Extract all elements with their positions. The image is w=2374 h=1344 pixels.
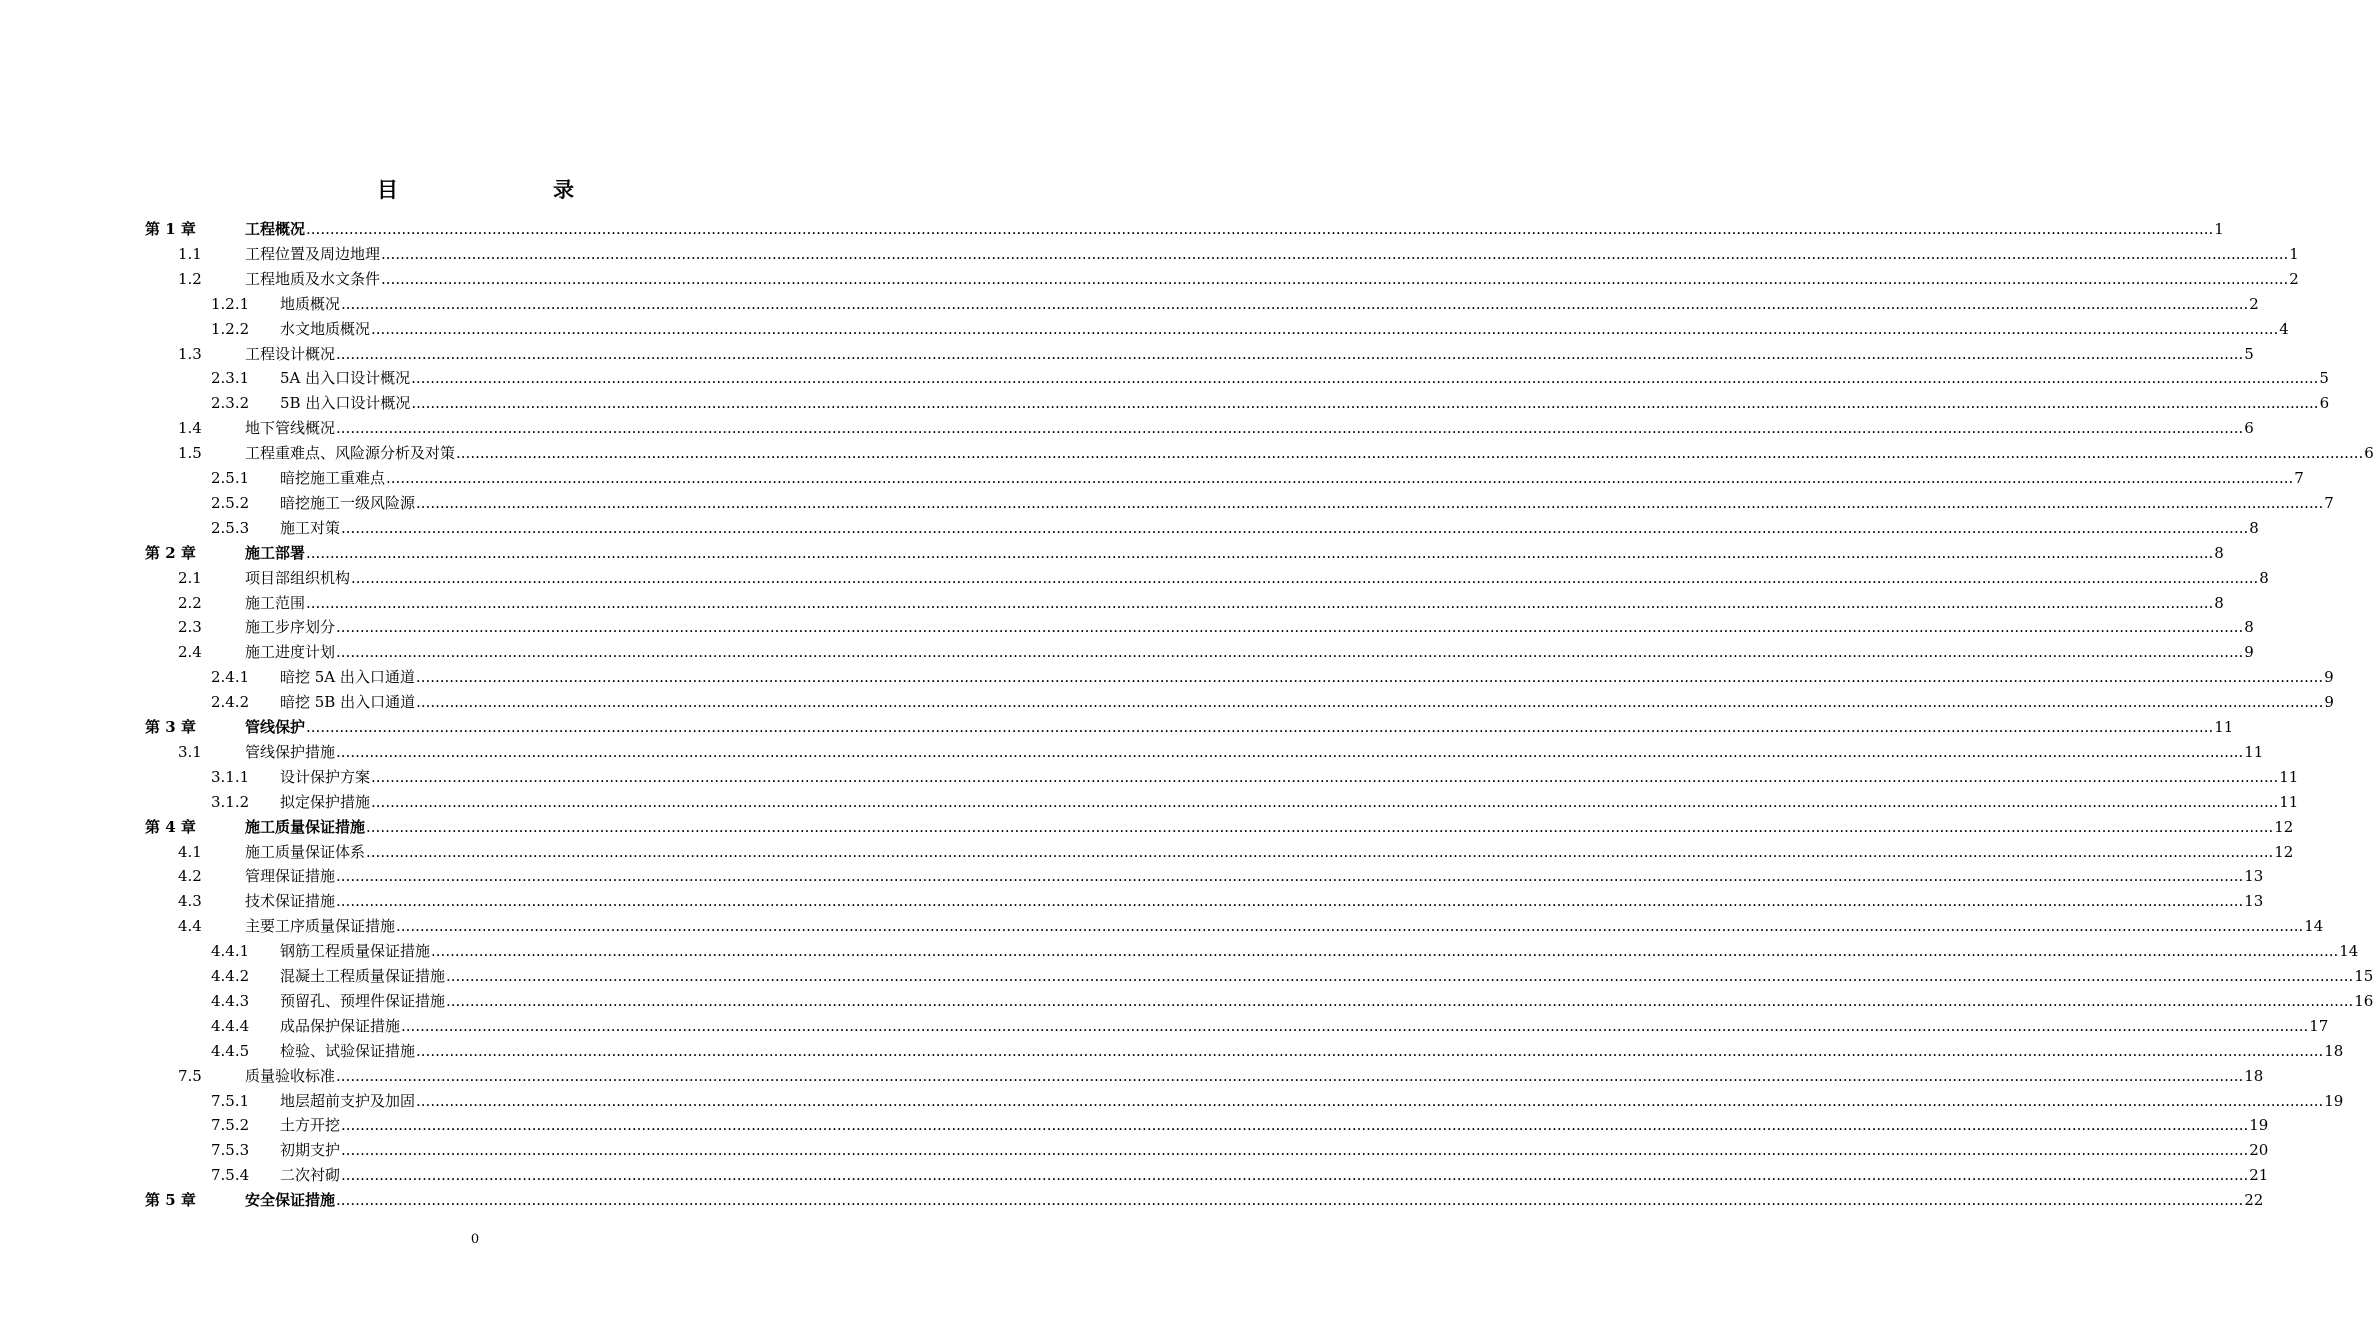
toc-entry-line [245,217,2224,242]
toc-entry-label: 主要工序质量保证措施 [245,917,396,936]
toc-leader-dots: ................................................................................................................................................................................................................................................................................................................................................................................................................ [336,742,2244,761]
toc-entry-label: 预留孔、预埋件保证措施 [280,991,446,1010]
toc-entry-label: 暗挖施工一级风险源 [280,493,416,512]
toc-entry-label: 设计保护方案 [280,767,371,786]
toc-entry-label: 施工步序划分 [245,618,336,637]
toc-entry-label: 混凝土工程质量保证措施 [280,967,446,985]
toc-entry[interactable] [0,1138,2269,1163]
toc-title-char-1: 目 [377,177,398,202]
toc-entry-page: 19 [2249,1116,2269,1135]
toc-leader-dots: ................................................................................................................................................................................................................................................................................................................................................................................................................ [415,668,2324,687]
toc-entry-label: 拟定保护措施 [280,792,371,811]
toc-entry-label: 施工质量保证措施 [245,817,366,836]
toc-entry[interactable] [0,1163,2269,1188]
toc-entry-number: 1.1 [178,244,202,263]
toc-entry-line [280,964,2374,989]
toc-entry-label: 安全保证措施 [245,1191,336,1210]
toc-entry-number: 2.4 [178,643,202,662]
toc-entry-number: 3.1 [178,742,202,761]
toc-entry-line [280,1014,2329,1039]
toc-entry-number: 2.5.2 [211,493,250,512]
toc-entry[interactable] [0,491,2334,516]
toc-entry-line [280,466,2304,491]
toc-leader-dots: ................................................................................................................................................................................................................................................................................................................................................................................................................ [341,1141,2249,1160]
toc-entry-page: 13 [2244,867,2264,886]
toc-entry-label: 地层超前支护及加固 [280,1091,416,1110]
toc-leader-dots: ................................................................................................................................................................................................................................................................................................................................................................................................................ [446,991,2354,1010]
toc-entry-page: 9 [2324,668,2334,687]
toc-entry-line [245,864,2264,889]
toc-entry-label: 工程重难点、风险源分析及对策 [245,444,456,463]
toc-entry[interactable] [0,441,2374,466]
toc-entry-label: 地下管线概况 [245,419,336,438]
toc-entry-number: 4.1 [178,842,202,861]
toc-entry-page: 1 [2289,244,2299,263]
toc-leader-dots: ................................................................................................................................................................................................................................................................................................................................................................................................................ [336,643,2244,662]
toc-entry[interactable] [0,1039,2344,1064]
toc-entry-number: 2.3.1 [211,369,250,388]
toc-entry-label: 管线保护 [245,718,306,736]
toc-entry-page: 7 [2324,493,2334,512]
toc-entry-line [280,366,2329,391]
toc-entry-line [245,615,2254,640]
toc-entry[interactable] [0,1113,2269,1138]
toc-leader-dots: ................................................................................................................................................................................................................................................................................................................................................................................................................ [336,1191,2244,1210]
toc-leader-dots: ................................................................................................................................................................................................................................................................................................................................................................................................................ [456,444,2364,463]
toc-leader-dots: ................................................................................................................................................................................................................................................................................................................................................................................................................ [306,543,2214,562]
toc-entry-page: 8 [2214,593,2224,612]
toc-entry-number: 1.2.1 [211,294,250,313]
toc-entry[interactable] [0,416,2254,441]
toc-entry-number: 第 1 章 [145,220,196,238]
toc-chapter-entry[interactable] [0,815,2294,840]
toc-entry[interactable] [0,889,2264,914]
toc-entry-number: 2.2 [178,593,202,612]
toc-entry-line [280,665,2334,690]
toc-entry-line [280,790,2299,815]
toc-entry-number: 7.5.1 [211,1091,250,1110]
toc-leader-dots: ................................................................................................................................................................................................................................................................................................................................................................................................................ [371,792,2279,811]
toc-entry-page: 11 [2214,718,2234,736]
toc-entry-label: 技术保证措施 [245,892,336,911]
toc-leader-dots: ................................................................................................................................................................................................................................................................................................................................................................................................................ [341,518,2249,537]
toc-entry-number: 第 3 章 [145,718,196,736]
toc-leader-dots: ................................................................................................................................................................................................................................................................................................................................................................................................................ [336,1066,2244,1085]
toc-entry-number: 7.5.3 [211,1141,250,1160]
toc-entry-line [245,267,2299,292]
toc-leader-dots: ................................................................................................................................................................................................................................................................................................................................................................................................................ [336,618,2244,637]
toc-entry-line [280,292,2259,317]
toc-entry-page: 13 [2244,892,2264,911]
toc-entry-label: 5A 出入口设计概况 [280,369,411,388]
toc-entry-page: 8 [2214,543,2224,562]
toc-entry-number: 第 5 章 [145,1191,196,1210]
toc-entry[interactable] [0,914,2324,939]
toc-entry-page: 5 [2319,369,2329,388]
toc-entry-label: 项目部组织机构 [245,568,351,587]
toc-entry-page: 2 [2289,269,2299,288]
toc-entry-page: 12 [2274,842,2294,861]
toc-entry-line [280,1089,2344,1114]
toc-entry-line [280,939,2359,964]
toc-entry[interactable] [0,665,2334,690]
toc-leader-dots: ................................................................................................................................................................................................................................................................................................................................................................................................................ [381,269,2289,288]
toc-leader-dots: ................................................................................................................................................................................................................................................................................................................................................................................................................ [336,419,2244,438]
toc-entry-number: 4.4.5 [211,1041,250,1060]
toc-entry[interactable] [0,640,2254,665]
toc-leader-dots: ................................................................................................................................................................................................................................................................................................................................................................................................................ [366,842,2274,861]
toc-entry-number: 4.2 [178,867,202,886]
toc-entry-number: 1.3 [178,344,202,363]
toc-entry[interactable] [0,391,2330,416]
toc-entry-page: 20 [2249,1141,2269,1160]
toc-entry-line [245,840,2294,865]
toc-entry[interactable] [0,1089,2344,1114]
toc-entry-page: 4 [2279,319,2289,338]
toc-leader-dots: ................................................................................................................................................................................................................................................................................................................................................................................................................ [446,967,2354,985]
toc-leader-dots: ................................................................................................................................................................................................................................................................................................................................................................................................................ [336,867,2244,886]
toc-entry-page: 12 [2274,817,2294,836]
toc-entry-label: 工程位置及周边地理 [245,244,381,263]
toc-entry-label: 二次衬砌 [280,1166,341,1185]
toc-entry-number: 2.4.1 [211,668,250,687]
toc-entry-number: 7.5.4 [211,1166,250,1185]
toc-entry-line [245,815,2294,840]
toc-entry-number: 第 2 章 [145,543,196,562]
toc-entry-line [245,566,2269,591]
toc-entry-label: 质量验收标准 [245,1066,336,1085]
toc-entry[interactable] [0,242,2299,267]
toc-leader-dots: ................................................................................................................................................................................................................................................................................................................................................................................................................ [416,1041,2324,1060]
toc-entry-line [245,1064,2264,1089]
toc-entry-number: 4.3 [178,892,202,911]
toc-entry[interactable] [0,864,2264,889]
toc-leader-dots: ................................................................................................................................................................................................................................................................................................................................................................................................................ [386,469,2294,487]
toc-entry[interactable] [0,740,2264,765]
toc-entry[interactable] [0,1014,2329,1039]
toc-leader-dots: ................................................................................................................................................................................................................................................................................................................................................................................................................ [306,593,2214,612]
toc-leader-dots: ................................................................................................................................................................................................................................................................................................................................................................................................................ [341,294,2249,313]
toc-chapter-entry[interactable] [0,541,2224,566]
toc-entry-label: 5B 出入口设计概况 [280,394,411,413]
toc-entry[interactable] [0,765,2299,790]
toc-leader-dots: ................................................................................................................................................................................................................................................................................................................................................................................................................ [416,1091,2324,1110]
toc-entry[interactable] [0,1064,2264,1089]
toc-entry-line [280,765,2299,790]
page-number: 0 [470,1232,480,1247]
toc-entry-label: 施工对策 [280,518,341,537]
toc-leader-dots: ................................................................................................................................................................................................................................................................................................................................................................................................................ [431,942,2339,961]
toc-entry-number: 2.1 [178,568,202,587]
toc-entry[interactable] [0,964,2374,989]
toc-entry-page: 17 [2309,1016,2329,1035]
toc-leader-dots: ................................................................................................................................................................................................................................................................................................................................................................................................................ [411,394,2319,413]
toc-entry-line [245,640,2254,665]
toc-entry[interactable] [0,840,2294,865]
toc-chapter-entry[interactable] [0,217,2224,242]
toc-entry-line [245,416,2254,441]
toc-entry-page: 9 [2244,643,2254,662]
toc-entry[interactable] [0,690,2334,715]
toc-entry-page: 9 [2324,693,2334,712]
toc-leader-dots: ................................................................................................................................................................................................................................................................................................................................................................................................................ [366,817,2274,836]
toc-entry[interactable] [0,790,2299,815]
toc-entry-label: 水文地质概况 [280,319,371,338]
toc-entry-page: 7 [2294,469,2304,487]
toc-entry-label: 施工范围 [245,593,306,612]
toc-title [0,174,950,206]
toc-leader-dots: ................................................................................................................................................................................................................................................................................................................................................................................................................ [371,319,2279,338]
toc-entry-page: 14 [2339,942,2359,961]
toc-entry-number: 1.2 [178,269,202,288]
toc-entry-line [280,1039,2344,1064]
toc-entry-line [245,715,2234,740]
toc-leader-dots: ................................................................................................................................................................................................................................................................................................................................................................................................................ [341,1116,2249,1135]
toc-entry[interactable] [0,516,2259,541]
toc-entry-page: 1 [2214,220,2224,238]
toc-leader-dots: ................................................................................................................................................................................................................................................................................................................................................................................................................ [381,244,2289,263]
toc-entry-line [245,1188,2264,1213]
toc-entry-label: 工程概况 [245,220,306,238]
toc-entry-line [280,391,2330,416]
toc-leader-dots: ................................................................................................................................................................................................................................................................................................................................................................................................................ [341,1166,2249,1185]
toc-leader-dots: ................................................................................................................................................................................................................................................................................................................................................................................................................ [371,767,2279,786]
toc-entry-label: 施工部署 [245,543,306,562]
toc-entry-page: 6 [2319,394,2330,413]
toc-leader-dots: ................................................................................................................................................................................................................................................................................................................................................................................................................ [411,369,2319,388]
toc-chapter-entry[interactable] [0,715,2234,740]
toc-entry-page: 2 [2249,294,2259,313]
toc-entry-label: 暗挖施工重难点 [280,469,386,487]
toc-entry-page: 19 [2324,1091,2344,1110]
toc-entry-label: 钢筋工程质量保证措施 [280,942,431,961]
toc-entry-number: 2.3 [178,618,202,637]
toc-entry-line [245,914,2324,939]
toc-entry-page: 18 [2324,1041,2344,1060]
toc-entry-page: 6 [2244,419,2254,438]
toc-entry-label: 检验、试验保证措施 [280,1041,416,1060]
toc-leader-dots: ................................................................................................................................................................................................................................................................................................................................................................................................................ [401,1016,2309,1035]
toc-entry-page: 5 [2244,344,2254,363]
toc-entry-page: 11 [2244,742,2264,761]
toc-entry[interactable] [0,466,2304,491]
toc-entry-number: 2.5.1 [211,469,250,487]
toc-entry-page: 11 [2279,792,2299,811]
toc-chapter-entry[interactable] [0,1188,2264,1213]
toc-entry-number: 2.5.3 [211,518,250,537]
toc-entry-number: 1.4 [178,419,202,438]
toc-entry-page: 22 [2244,1191,2264,1210]
toc-entry-number: 2.3.2 [211,394,250,413]
toc-entry-line [245,342,2254,367]
toc-entry-label: 土方开挖 [280,1116,341,1135]
toc-entry-line [245,242,2299,267]
toc-leader-dots: ................................................................................................................................................................................................................................................................................................................................................................................................................ [416,693,2324,712]
toc-entry-line [280,1113,2269,1138]
toc-entry-page: 15 [2354,967,2374,985]
toc-entry-number: 4.4.4 [211,1016,250,1035]
toc-entry-page: 6 [2364,444,2374,463]
toc-entry-label: 暗挖 5A 出入口通道 [280,668,415,687]
toc-entry[interactable] [0,317,2289,342]
toc-entry-number: 第 4 章 [145,817,196,836]
toc-entry[interactable] [0,591,2224,616]
toc-entry[interactable] [0,342,2254,367]
toc-entry-page: 8 [2244,618,2254,637]
toc-entry-line [280,491,2334,516]
toc-entry[interactable] [0,989,2374,1014]
toc-entry-number: 7.5 [178,1066,202,1085]
toc-entry-number: 3.1.2 [211,792,250,811]
toc-leader-dots: ................................................................................................................................................................................................................................................................................................................................................................................................................ [396,917,2304,936]
toc-entry-label: 管线保护措施 [245,742,336,761]
toc-entry-line [280,690,2334,715]
toc-entry-label: 暗挖 5B 出入口通道 [280,693,416,712]
toc-entry[interactable] [0,939,2359,964]
toc-entry-line [280,989,2374,1014]
toc-entry-line [280,317,2289,342]
toc-entry-number: 1.2.2 [211,319,250,338]
toc-entry-label: 管理保证措施 [245,867,336,886]
toc-leader-dots: ................................................................................................................................................................................................................................................................................................................................................................................................................ [416,493,2324,512]
toc-entry-number: 4.4.2 [211,967,250,985]
toc-entry[interactable] [0,366,2329,391]
toc-entry-page: 21 [2249,1166,2269,1185]
toc-entry[interactable] [0,292,2259,317]
toc-entry-line [245,889,2264,914]
toc-entry-page: 16 [2354,991,2374,1010]
toc-entry-line [280,1163,2269,1188]
toc-entry-number: 1.5 [178,444,202,463]
toc-entry-line [245,740,2264,765]
toc-entry-line [245,441,2374,466]
toc-entry-number: 7.5.2 [211,1116,250,1135]
toc-entry-label: 施工进度计划 [245,643,336,662]
toc-entry-label: 初期支护 [280,1141,341,1160]
toc-entry-line [245,541,2224,566]
toc-leader-dots: ................................................................................................................................................................................................................................................................................................................................................................................................................ [306,718,2214,736]
toc-entry-page: 8 [2249,518,2259,537]
toc-leader-dots: ................................................................................................................................................................................................................................................................................................................................................................................................................ [336,344,2244,363]
toc-entry-label: 地质概况 [280,294,341,313]
toc-entry-label: 工程地质及水文条件 [245,269,381,288]
toc-entry-label: 施工质量保证体系 [245,842,366,861]
toc-entry-page: 11 [2279,767,2299,786]
toc-entry-page: 14 [2304,917,2324,936]
toc-entry-number: 4.4 [178,917,202,936]
toc-entry-page: 8 [2259,568,2269,587]
toc-entry[interactable] [0,615,2254,640]
toc-entry-line [280,1138,2269,1163]
toc-entry-number: 2.4.2 [211,693,250,712]
toc-entry-label: 成品保护保证措施 [280,1016,401,1035]
toc-title-char-2: 录 [553,177,574,202]
toc-entry-label: 工程设计概况 [245,344,336,363]
toc-entry[interactable] [0,566,2269,591]
toc-entry-number: 4.4.1 [211,942,250,961]
toc-entry-page: 18 [2244,1066,2264,1085]
toc-entry-number: 3.1.1 [211,767,250,786]
toc-entry[interactable] [0,267,2299,292]
toc-entry-line [280,516,2259,541]
toc-entry-line [245,591,2224,616]
toc-leader-dots: ................................................................................................................................................................................................................................................................................................................................................................................................................ [306,220,2214,238]
toc-entry-number: 4.4.3 [211,991,250,1010]
toc-leader-dots: ................................................................................................................................................................................................................................................................................................................................................................................................................ [336,892,2244,911]
toc-leader-dots: ................................................................................................................................................................................................................................................................................................................................................................................................................ [351,568,2259,587]
